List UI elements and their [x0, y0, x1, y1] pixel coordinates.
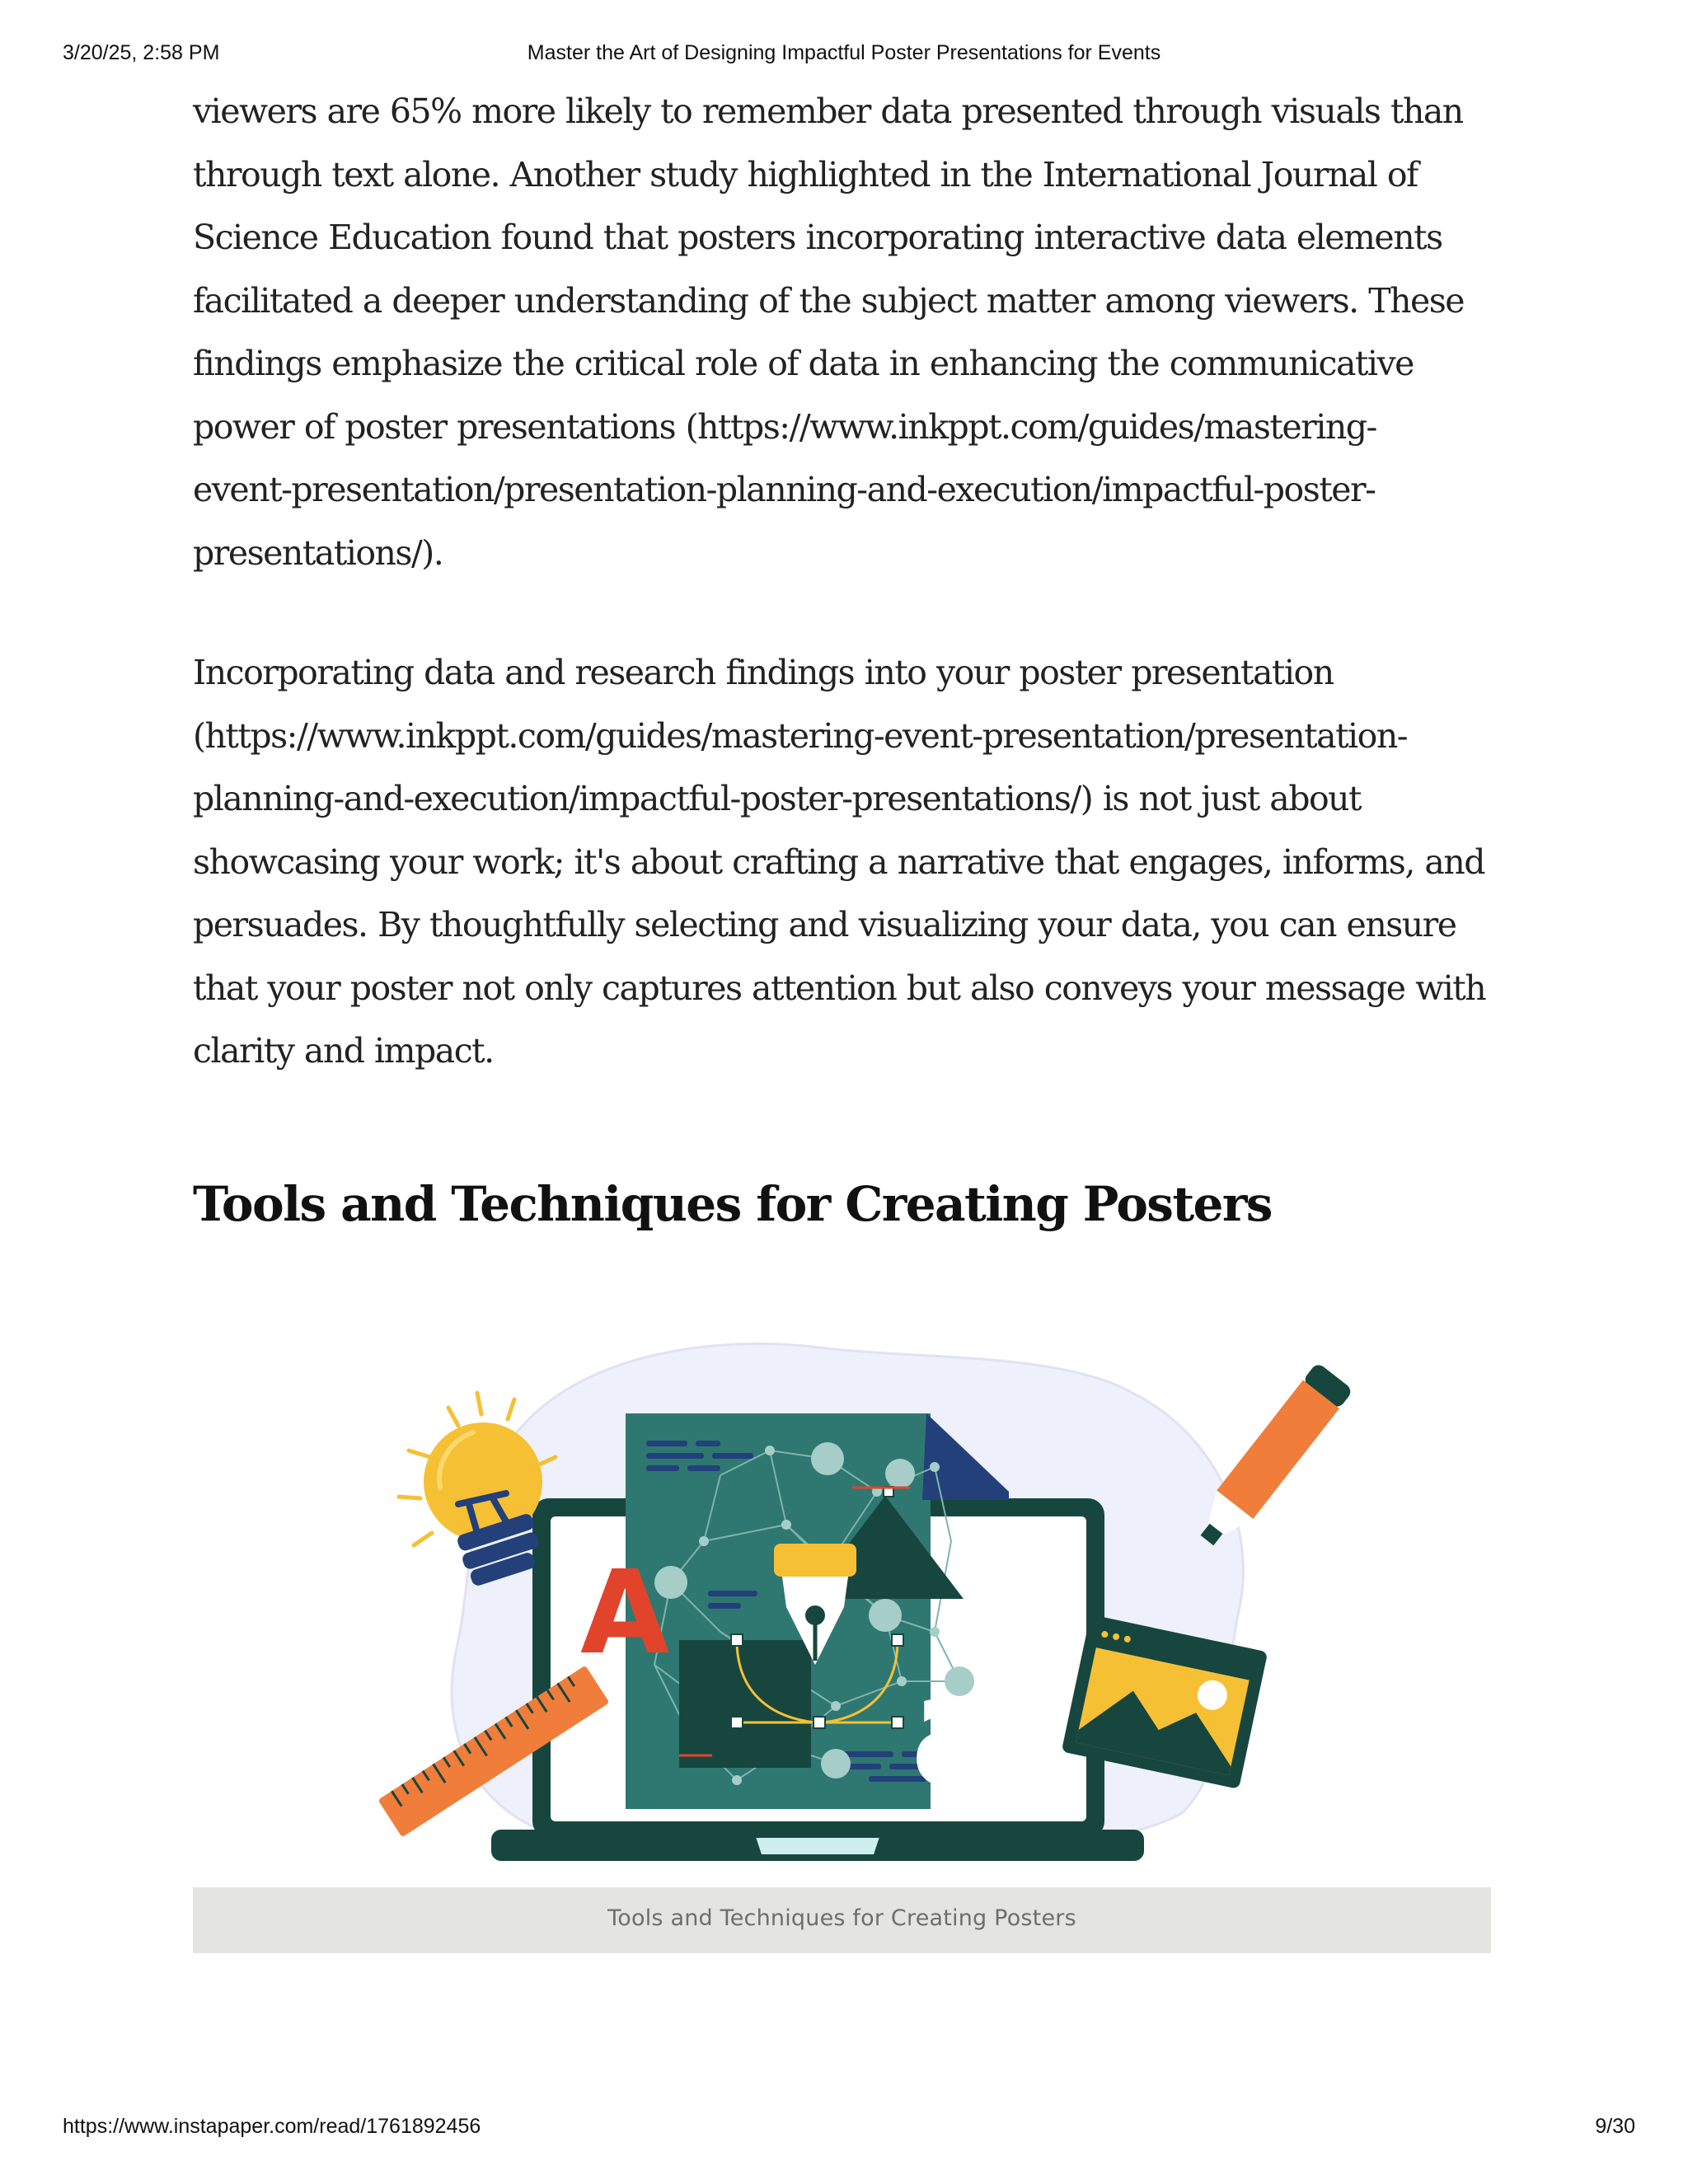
text-line: facilitated a deeper understanding of the subject matter among viewers. These — [193, 280, 1465, 321]
letter-a-uppercase: A — [580, 1546, 670, 1680]
text-line: (https://www.inkppt.com/guides/mastering-event-presentation/presentation- — [193, 715, 1408, 756]
text-line: viewers are 65% more likely to remember data presented through visuals than — [193, 91, 1463, 131]
pen-tool-cap — [774, 1544, 856, 1577]
text-line: presentations/). — [193, 532, 443, 573]
text-line: through text alone. Another study highlighted in the International Journal of — [193, 154, 1418, 194]
text-line: Incorporating data and research findings into your poster presentation — [193, 653, 1334, 692]
paragraph-incorporating-data — [193, 641, 1491, 1083]
text-line: Science Education found that posters incorporating interactive data elements — [193, 218, 1442, 257]
figure-caption-bar — [193, 1887, 1491, 1953]
design-tools-illustration — [193, 1335, 1491, 1887]
print-page-title: Master the Art of Designing Impactful Poster Presentations for Events — [527, 41, 1161, 64]
article-figure — [193, 1335, 1491, 1957]
text-line: showcasing your work; it's about crafting a narrative that engages, informs, and — [193, 841, 1484, 882]
print-datetime: 3/20/25, 2:58 PM — [63, 41, 220, 64]
letter-a-lowercase: a — [910, 1639, 1016, 1821]
print-url[interactable]: https://www.instapaper.com/read/1761892456 — [63, 2115, 481, 2138]
figure-caption: Tools and Techniques for Creating Posters — [607, 1905, 1076, 1931]
section-heading: Tools and Techniques for Creating Posters — [193, 1176, 1272, 1232]
text-line: planning-and-execution/impactful-poster-presentations/) is not just about — [193, 779, 1362, 818]
print-header — [0, 41, 1688, 69]
text-line: findings emphasize the critical role of data in enhancing the communicative — [193, 344, 1414, 383]
print-footer — [0, 2115, 1688, 2143]
text-line: that your poster not only captures attention but also conveys your message with — [193, 968, 1486, 1008]
print-page-number: 9/30 — [1595, 2115, 1635, 2138]
text-line: persuades. By thoughtfully selecting and visualizing your data, you can ensure — [193, 905, 1456, 944]
marker-icon — [1189, 1361, 1353, 1554]
article-body — [193, 80, 1491, 1232]
paragraph-data-visuals — [193, 80, 1491, 584]
text-line: clarity and impact. — [193, 1031, 494, 1071]
text-line: power of poster presentations (https://www.inkppt.com/guides/mastering- — [193, 406, 1376, 447]
square-shape — [679, 1640, 811, 1768]
text-line: event-presentation/presentation-planning-and-execution/impactful-poster- — [193, 470, 1376, 509]
